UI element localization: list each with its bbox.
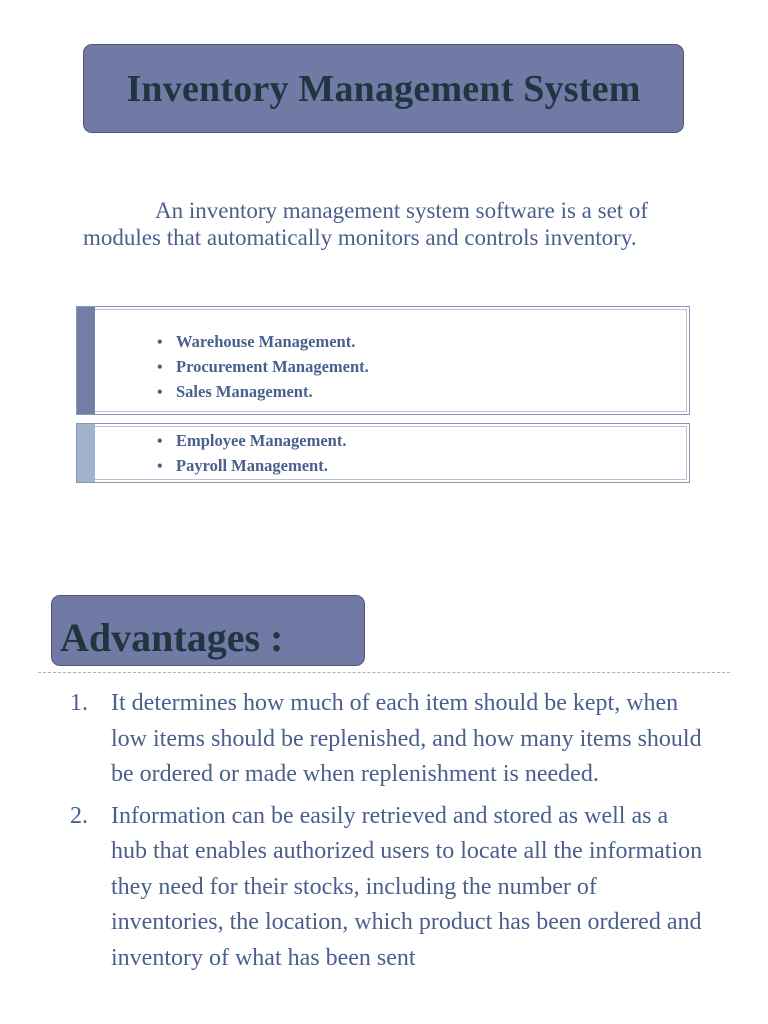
module-label: Warehouse Management. <box>176 332 356 351</box>
list-item <box>157 379 369 404</box>
module-label: Payroll Management. <box>176 456 328 475</box>
item-text: It determines how much of each item should be kept, when low items should be replenished, and how many items should be ordered or made when replenishment is needed. <box>111 690 702 787</box>
accent-bar <box>77 424 95 482</box>
list-item <box>70 686 710 793</box>
page-title: Inventory Management System <box>126 67 641 110</box>
advantages-list <box>70 686 710 982</box>
accent-bar <box>77 307 95 414</box>
item-text: Information can be easily retrieved and stored as well as a hub that enables authorized users to locate all the information they need for their stocks, including the number of inventories, the location, which product has been ordered and inventory of what has been sent <box>111 802 703 971</box>
intro-line-1: An inventory management system software is a set of <box>155 198 649 223</box>
list-item <box>70 799 710 977</box>
list-item <box>157 453 346 478</box>
item-number: 1. <box>70 690 88 716</box>
bullet-icon: • <box>157 359 163 376</box>
bullet-icon: • <box>157 458 163 475</box>
module-list-2 <box>157 428 346 478</box>
intro-paragraph <box>83 197 713 251</box>
module-label: Procurement Management. <box>176 357 369 376</box>
item-number: 2. <box>70 802 88 829</box>
bullet-icon: • <box>157 433 163 450</box>
advantages-banner <box>51 595 365 666</box>
module-list-1 <box>157 329 369 404</box>
list-item <box>157 329 369 354</box>
title-banner <box>83 44 684 133</box>
module-label: Employee Management. <box>176 431 347 450</box>
module-group-2 <box>76 423 690 483</box>
list-item <box>157 428 346 453</box>
intro-line-2: modules that automatically monitors and controls inventory. <box>83 225 637 250</box>
bullet-icon: • <box>157 334 163 351</box>
list-item <box>157 354 369 379</box>
advantages-heading: Advantages : <box>60 615 284 660</box>
section-divider <box>38 672 730 673</box>
module-group-1 <box>76 306 690 415</box>
bullet-icon: • <box>157 384 163 401</box>
module-label: Sales Management. <box>176 382 313 401</box>
